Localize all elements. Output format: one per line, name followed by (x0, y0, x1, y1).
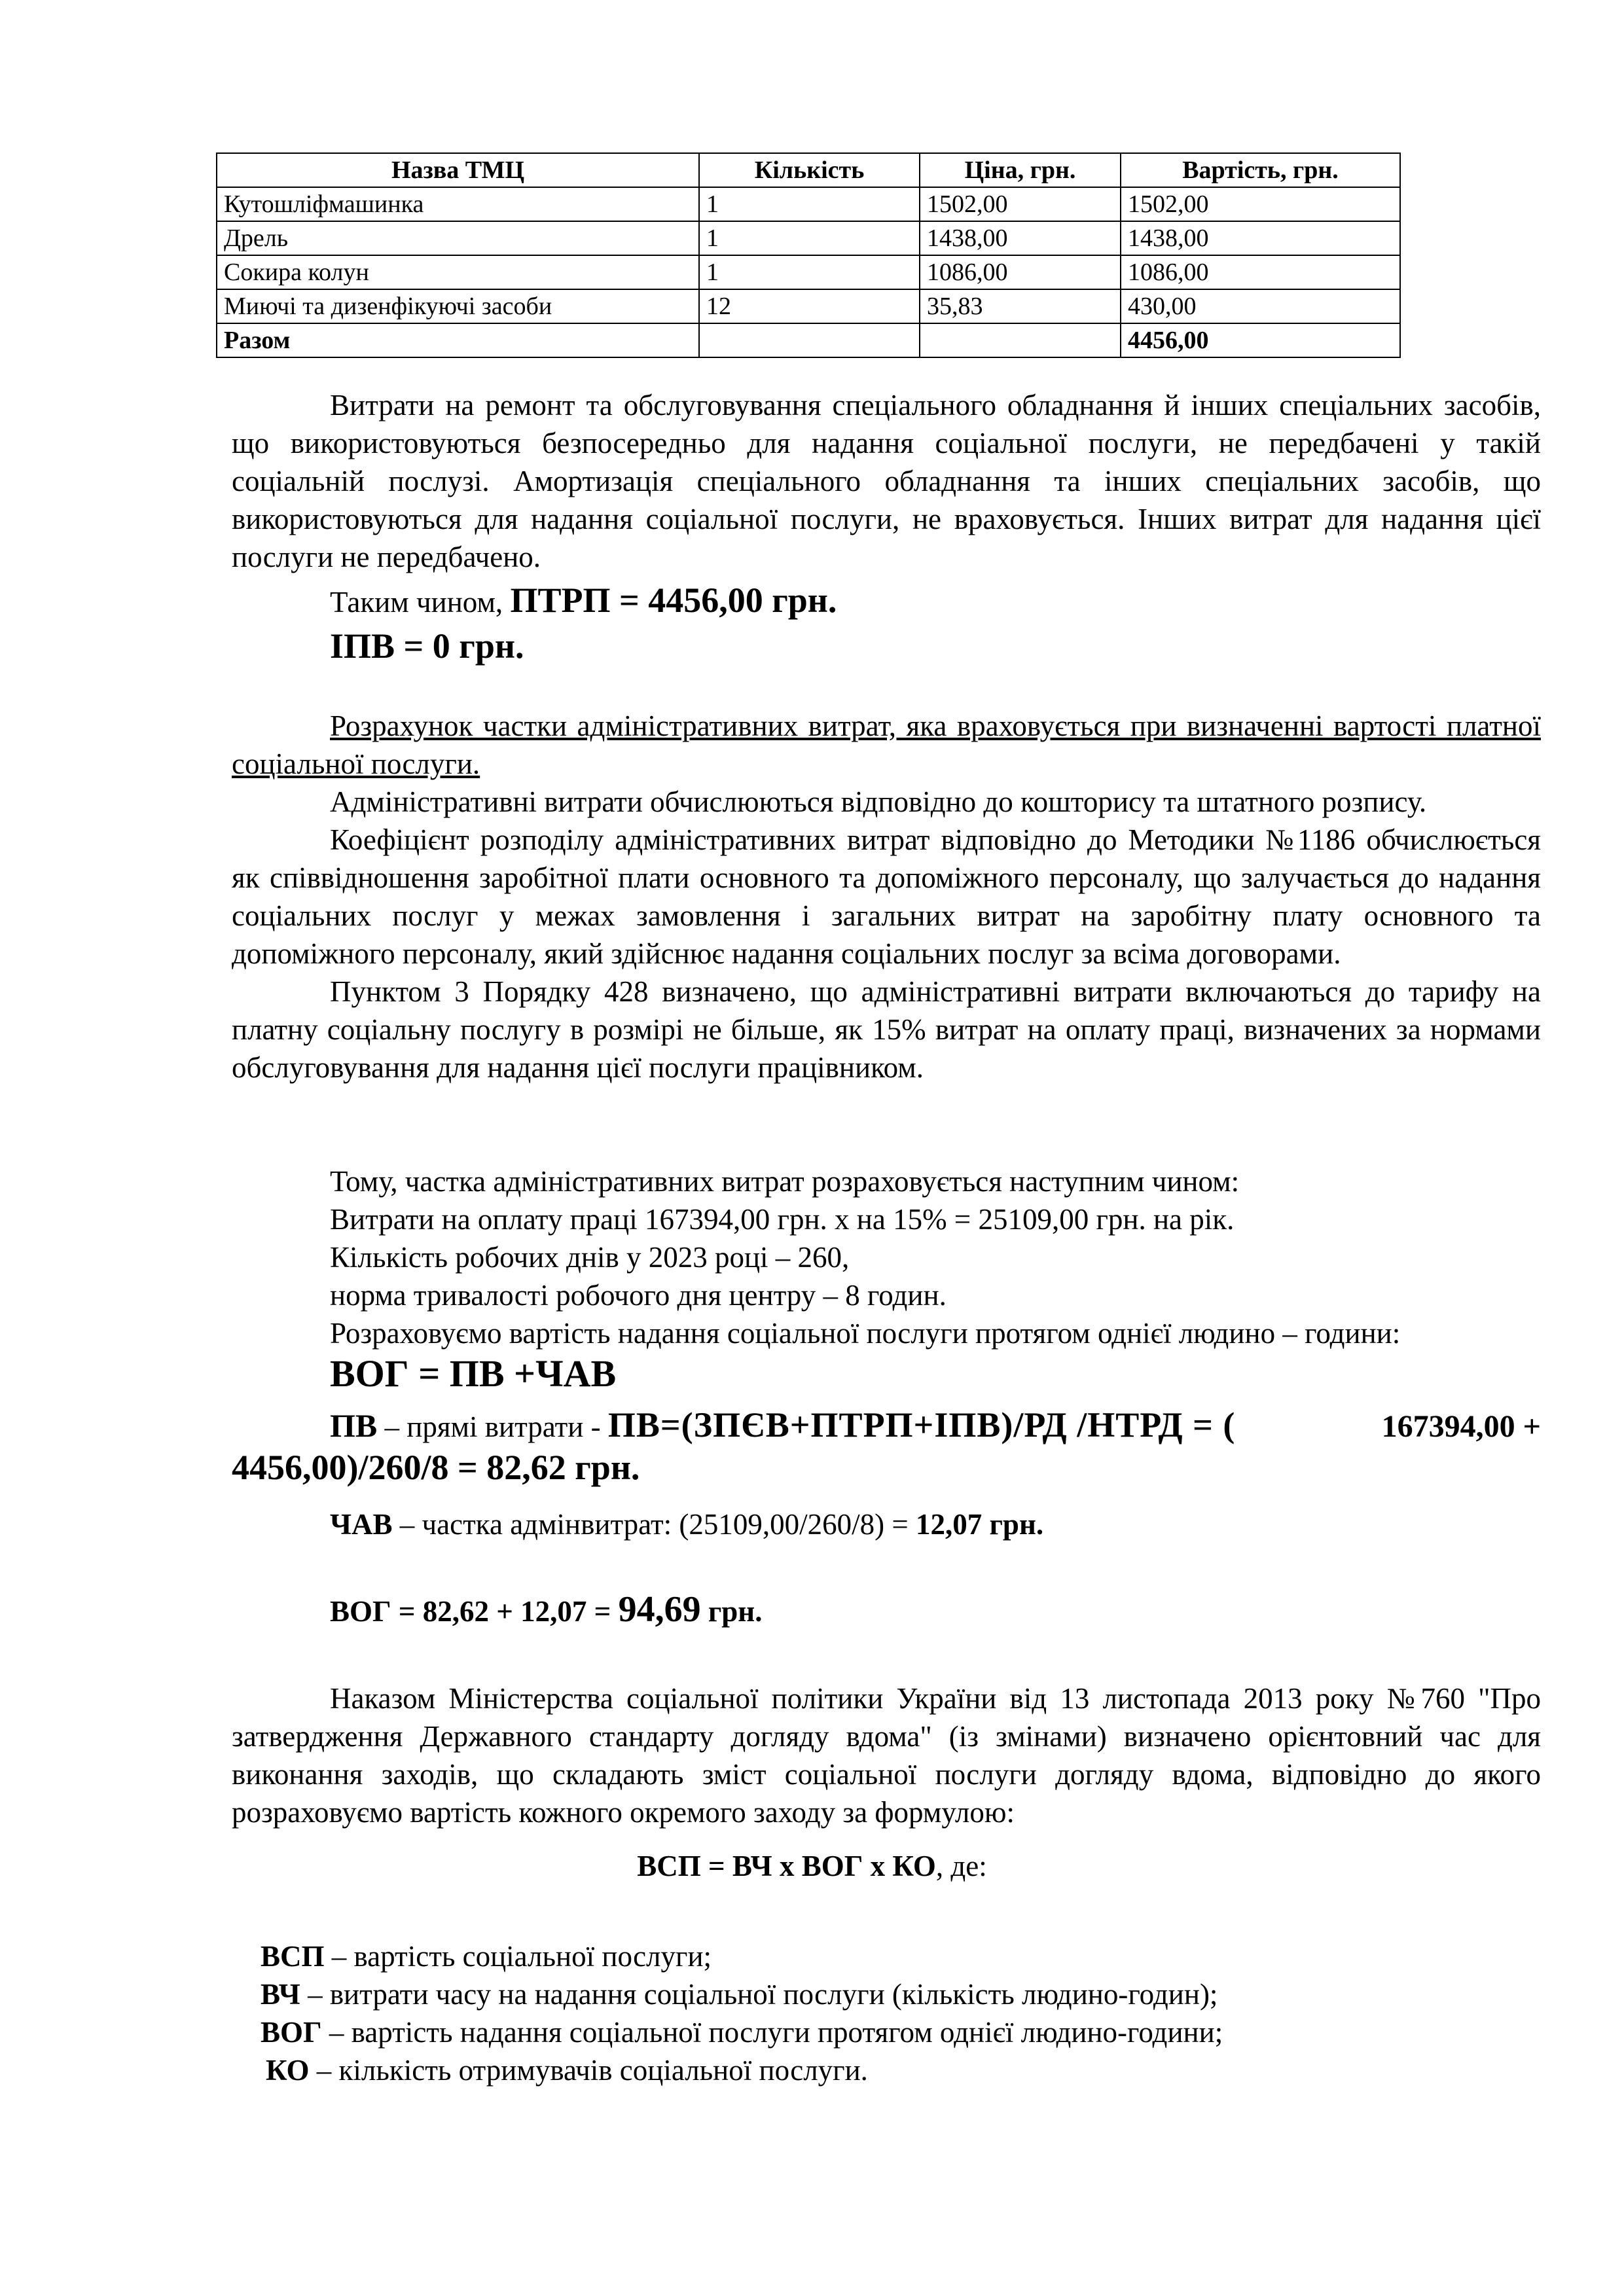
table-row (217, 289, 1400, 323)
table-cell: 1086,00 (920, 255, 1121, 289)
table-cell: 1 (699, 255, 920, 289)
table-row (217, 187, 1400, 221)
def-text: – кількість отримувачів соціальної послуги. (309, 2054, 868, 2087)
def-vch (261, 1975, 1218, 2013)
vog-result-number: 94,69 (618, 1589, 701, 1630)
chav-label: ЧАВ (330, 1508, 393, 1541)
order-paragraph: Наказом Міністерства соціальної політики України від 13 листопада 2013 року №760 "Про затвердження Державного стандарту догляду вдома" (із змінами) визначено орієнтовний час для виконання заходів, що складають зміст соціальної послуги догляду вдома, відповідно до якого розраховуємо вартість кожного окремого заходу за формулою: (232, 1682, 1541, 1829)
def-term: КО (266, 2054, 310, 2087)
table-cell: Сокира колун (217, 255, 699, 289)
tomu-line: Тому, частка адміністративних витрат розраховується наступним чином: (330, 1165, 1240, 1198)
total-label: Разом (217, 323, 699, 357)
calc-line: Розраховуємо вартість надання соціальної послуги протягом однієї людино – години: (330, 1317, 1401, 1350)
goods-table (216, 152, 1401, 358)
order-paragraph-block (232, 1679, 1541, 1831)
vog-result-prefix: ВОГ = 82,62 + 12,07 = (330, 1595, 619, 1628)
def-vsp (261, 1937, 712, 1975)
pv-label: ПВ (330, 1407, 378, 1444)
def-term: ВОГ (261, 2016, 322, 2049)
table-header-cell: Кількість (699, 153, 920, 187)
table-row (217, 255, 1400, 289)
table-cell-empty (699, 323, 920, 357)
table-cell: Кутошліфмашинка (217, 187, 699, 221)
table-cell: 1 (699, 221, 920, 255)
pv-number: 167394,00 + (1381, 1409, 1541, 1444)
chav-value: 12,07 грн. (916, 1508, 1044, 1541)
point3-paragraph: Пунктом 3 Порядку 428 визначено, що адміністративні витрати включаються до тарифу на платну соціальну послугу в розмірі не більше, як 15% витрат на оплату праці, визначених за нормами обслуговування для надання цієї послуги працівником. (232, 975, 1541, 1084)
vsp-formula-suffix: , де: (935, 1850, 987, 1882)
vog-formula: ВОГ = ПВ +ЧАВ (330, 1352, 617, 1395)
table-cell: 1438,00 (920, 221, 1121, 255)
table-cell: 1502,00 (1121, 187, 1400, 221)
table-header-cell: Вартість, грн. (1121, 153, 1400, 187)
table-cell: 35,83 (920, 289, 1121, 323)
table-row (217, 221, 1400, 255)
ptrp-value: ПТРП = 4456,00 грн. (510, 581, 837, 620)
pv-formula: ПВ=(ЗПЄВ+ПТРП+ІПВ)/РД /НТРД = ( (607, 1405, 1236, 1444)
def-vog (261, 2013, 1223, 2051)
table-cell: 1 (699, 187, 920, 221)
work-norm-line: норма тривалості робочого дня центру – 8 годин. (330, 1279, 947, 1312)
repairs-paragraph: Витрати на ремонт та обслуговування спеціального обладнання й інших спеціальних засобів, що використовуються безпосередньо для надання соціальної послуги, не передбачені у такій соціальній послузі. Амортизація спеціального обладнання та інших спеціальних засобів, що використовуються для надання соціальної послуги, не враховується. Інших витрат для надання цієї послуги не передбачено. (232, 389, 1541, 573)
table-header-row (217, 153, 1400, 187)
pv-block (232, 1406, 1541, 1486)
chav-text: – частка адмінвитрат: (25109,00/260/8) = (392, 1508, 916, 1541)
table-cell: Миючі та дизенфікуючі засоби (217, 289, 699, 323)
admin-paragraph: Адміністративні витрати обчислюються відповідно до кошторису та штатного розпису. (330, 785, 1427, 818)
def-term: ВЧ (261, 1978, 300, 2011)
vog-result-line (330, 1590, 762, 1630)
total-value: 4456,00 (1121, 323, 1400, 357)
def-text: – вартість соціальної послуги; (324, 1940, 712, 1973)
ipv-line: ІПВ = 0 грн. (330, 626, 524, 666)
table-total-row (217, 323, 1400, 357)
table-cell: 1502,00 (920, 187, 1121, 221)
coef-paragraph: Коефіцієнт розподілу адміністративних витрат відповідно до Методики №1186 обчислюється як співвідношення заробітної плати основного та допоміжного персоналу, що залучається до надання соціальних послуг у межах замовлення і загальних витрат на заробітну плату основного та допоміжного персоналу, який здійснює надання соціальних послуг за всіма договорами. (232, 823, 1541, 970)
admin-block (232, 707, 1541, 1086)
admin-heading: Розрахунок частки адміністративних витрат, яка враховується при визначенні вартості платної соціальної послуги. (232, 709, 1541, 780)
working-days-line: Кількість робочих днів у 2023 році – 260, (330, 1241, 850, 1274)
labor-cost-line: Витрати на оплату праці 167394,00 грн. х на 15% = 25109,00 грн. на рік. (330, 1203, 1235, 1236)
table-header-cell: Назва ТМЦ (217, 153, 699, 187)
pv-text: – прямі витрати - (377, 1410, 608, 1443)
table-cell: Дрель (217, 221, 699, 255)
pv-line-2: 4456,00)/260/8 = 82,62 грн. (232, 1448, 640, 1487)
chav-line (330, 1505, 1043, 1543)
table-cell: 1086,00 (1121, 255, 1400, 289)
def-term: ВСП (261, 1940, 325, 1973)
thus-line (330, 581, 837, 621)
thus-prefix: Таким чином, (330, 586, 511, 619)
def-text: – вартість надання соціальної послуги протягом однієї людино-години; (321, 2016, 1223, 2049)
table-cell: 430,00 (1121, 289, 1400, 323)
pv-line-1 (232, 1406, 1541, 1446)
def-ko (266, 2051, 868, 2089)
table-cell: 12 (699, 289, 920, 323)
table-cell: 1438,00 (1121, 221, 1400, 255)
vsp-formula: ВСП = ВЧ х ВОГ х КО (637, 1850, 936, 1882)
table-cell-empty (920, 323, 1121, 357)
vsp-formula-line (0, 1847, 1624, 1885)
repairs-paragraph-block (232, 386, 1541, 576)
vog-result-unit: грн. (700, 1595, 763, 1628)
table-header-cell: Ціна, грн. (920, 153, 1121, 187)
def-text: – витрати часу на надання соціальної послуги (кількість людино-годин); (300, 1978, 1218, 2011)
